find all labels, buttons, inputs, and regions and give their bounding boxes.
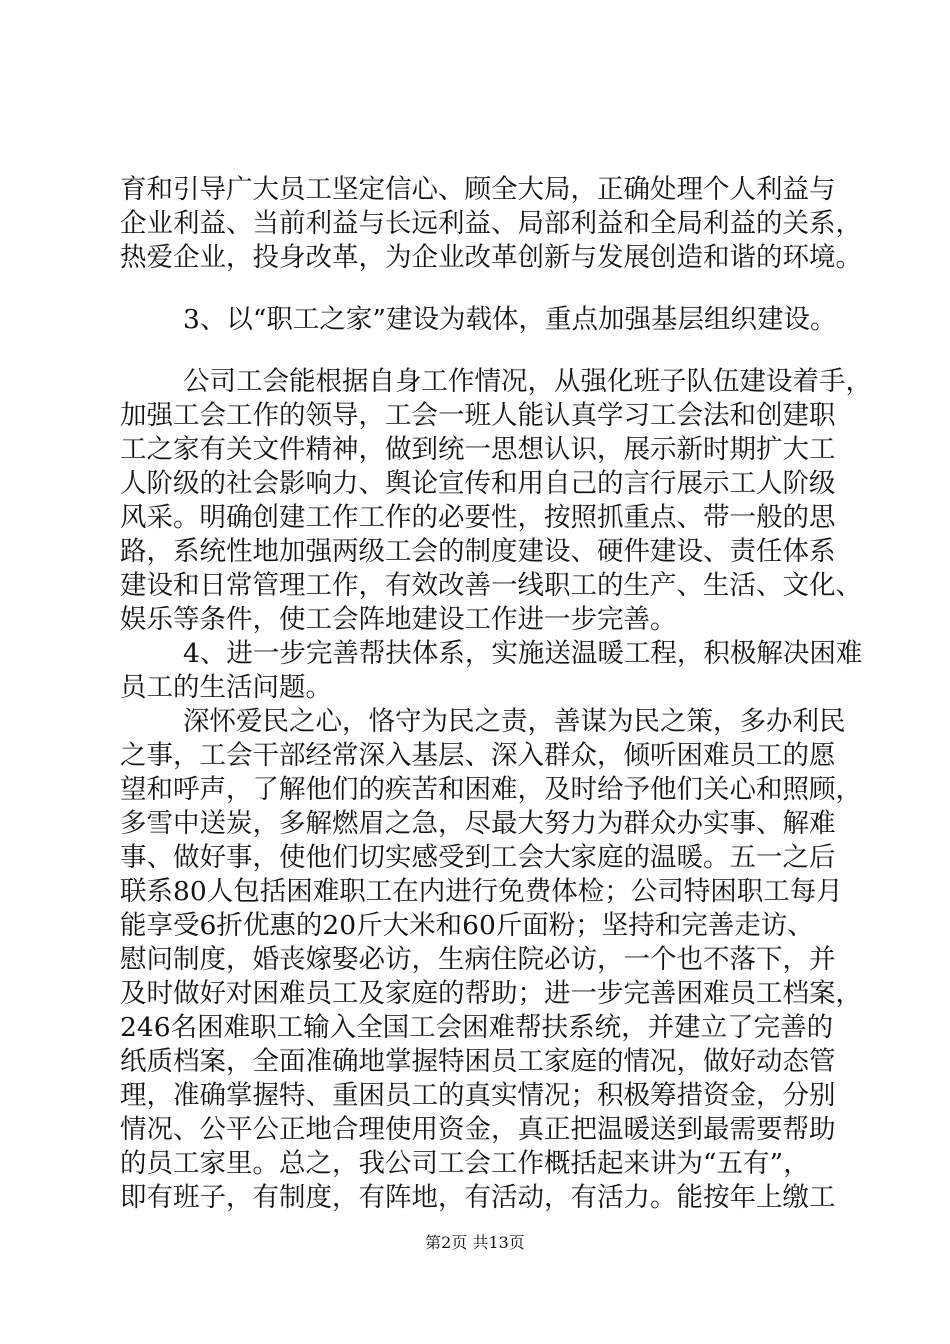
text-line: 加强工会工作的领导，工会一班人能认真学习工会法和创建职: [120, 400, 836, 431]
text-line: 深怀爱民之心，恪守为民之责，善谋为民之策，多办利民: [183, 706, 846, 737]
text-line: 员工的生活问题。: [120, 672, 332, 703]
section-heading-4: 4、进一步完善帮扶体系，实施送温暖工程，积极解决困难: [183, 638, 863, 669]
text-line: 路，系统性地加强两级工会的制度建设、硬件建设、责任体系: [120, 536, 836, 567]
text-line: 企业利益、当前利益与长远利益、局部利益和全局利益的关系，: [120, 208, 862, 239]
text-line: 热爱企业，投身改革，为企业改革创新与发展创造和谐的环境。: [120, 242, 862, 273]
text-line: 多雪中送炭，多解燃眉之急，尽最大努力为群众办实事、解难: [120, 808, 836, 839]
text-line: 理，准确掌握特、重困员工的真实情况；积极筹措资金，分别: [120, 1080, 836, 1111]
text-line: 事、做好事，使他们切实感受到工会大家庭的温暖。五一之后: [120, 842, 836, 873]
text-line: 纸质档案，全面准确地掌握特困员工家庭的情况，做好动态管: [120, 1046, 836, 1077]
text-line: 能享受6折优惠的20斤大米和60斤面粉；坚持和完善走访、: [120, 910, 814, 941]
text-line: 工之家有关文件精神，做到统一思想认识，展示新时期扩大工: [120, 434, 836, 465]
text-line: 望和呼声，了解他们的疾苦和困难，及时给予他们关心和照顾，: [120, 774, 862, 805]
text-line: 情况、公平公正地合理使用资金，真正把温暖送到最需要帮助: [120, 1114, 836, 1145]
text-line: 育和引导广大员工坚定信心、顾全大局，正确处理个人利益与: [120, 174, 836, 205]
page-footer: [0, 1232, 950, 1254]
text-line: 即有班子，有制度，有阵地，有活动，有活力。能按年上缴工: [120, 1182, 836, 1213]
text-line: 之事，工会干部经常深入基层、深入群众，倾听困难员工的愿: [120, 740, 836, 771]
text-line: 及时做好对困难员工及家庭的帮助；进一步完善困难员工档案，: [120, 978, 862, 1009]
text-line: 联系80人包括困难职工在内进行免费体检；公司特困职工每月: [120, 876, 843, 907]
page-number-label: 第2页 共13页: [425, 1233, 525, 1252]
text-line: 建设和日常管理工作，有效改善一线职工的生产、生活、文化、: [120, 570, 862, 601]
section-heading-3: 3、以“职工之家”建设为载体，重点加强基层组织建设。: [183, 304, 837, 335]
text-line: 慰问制度，婚丧嫁娶必访，生病住院必访，一个也不落下，并: [120, 944, 836, 975]
text-line: 的员工家里。总之，我公司工会工作概括起来讲为“五有”，: [120, 1148, 810, 1179]
text-line: 娱乐等条件，使工会阵地建设工作进一步完善。: [120, 604, 677, 635]
text-line: 人阶级的社会影响力、舆论宣传和用自己的言行展示工人阶级: [120, 468, 836, 499]
text-line: 246名困难职工输入全国工会困难帮扶系统，并建立了完善的: [120, 1012, 834, 1043]
text-line: 公司工会能根据自身工作情况，从强化班子队伍建设着手，: [183, 366, 872, 397]
text-line: 风采。明确创建工作工作的必要性，按照抓重点、带一般的思: [120, 502, 836, 533]
